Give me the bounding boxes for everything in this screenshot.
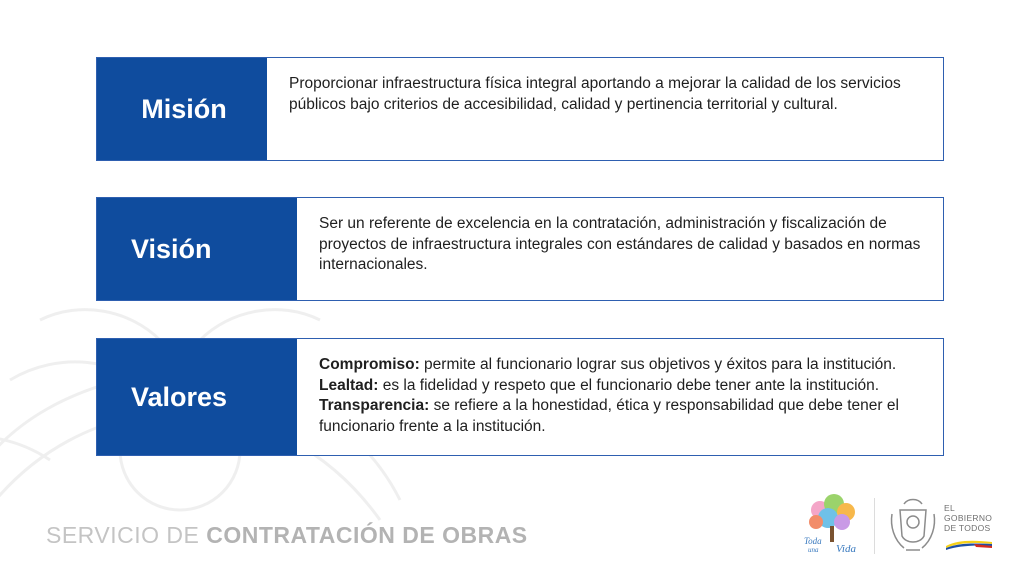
valores-row	[96, 338, 944, 456]
valor-transparencia-term: Transparencia:	[319, 397, 430, 414]
tree-logo-text-3: Vida	[836, 543, 856, 555]
valor-lealtad-text: es la fidelidad y respeto que el funcionario debe tener ante la institución.	[378, 376, 880, 394]
vision-row	[96, 197, 944, 301]
mision-row	[96, 57, 944, 161]
tree-logo-text-1: Toda	[804, 536, 822, 546]
valor-compromiso-text: permite al funcionario lograr sus objetivos y éxitos para la institución.	[419, 356, 897, 373]
footer-brand-wordmark	[46, 522, 528, 549]
gobierno-line-1: EL	[944, 503, 955, 513]
vision-label: Visión	[97, 198, 297, 300]
vision-text: Ser un referente de excelencia en la contratación, administración y fiscalización de proyectos de infraestructura integrales con estándares de calidad y basados en normas internacionales.	[319, 215, 921, 273]
valor-compromiso-term: Compromiso:	[319, 356, 420, 373]
tree-logo-text-2: una	[808, 546, 819, 554]
logo-separator	[874, 498, 875, 554]
gobierno-line-2: GOBIERNO	[944, 513, 993, 523]
mision-text: Proporcionar infraestructura física integral aportando a mejorar la calidad de los servicios públicos bajo criterios de accesibilidad, calidad y pertinencia territorial y cultural.	[289, 75, 901, 113]
toda-una-vida-tree-logo-icon	[800, 492, 864, 556]
valores-label: Valores	[97, 339, 297, 455]
valores-text	[297, 339, 943, 455]
gobierno-de-todos-text	[944, 503, 1000, 533]
flag-stripe-icon	[944, 538, 994, 550]
brand-light-text: SERVICIO DE	[46, 522, 207, 548]
ecuador-coat-of-arms-icon	[886, 496, 940, 556]
valor-transparencia-text: se refiere a la honestidad, ética y responsabilidad que debe tener el funcionario frente a la institución.	[319, 397, 899, 435]
valor-lealtad-term: Lealtad:	[319, 376, 379, 394]
brand-bold-text: CONTRATACIÓN DE OBRAS	[206, 522, 528, 548]
mision-label: Misión	[97, 58, 267, 160]
gobierno-line-3: DE TODOS	[944, 523, 991, 533]
